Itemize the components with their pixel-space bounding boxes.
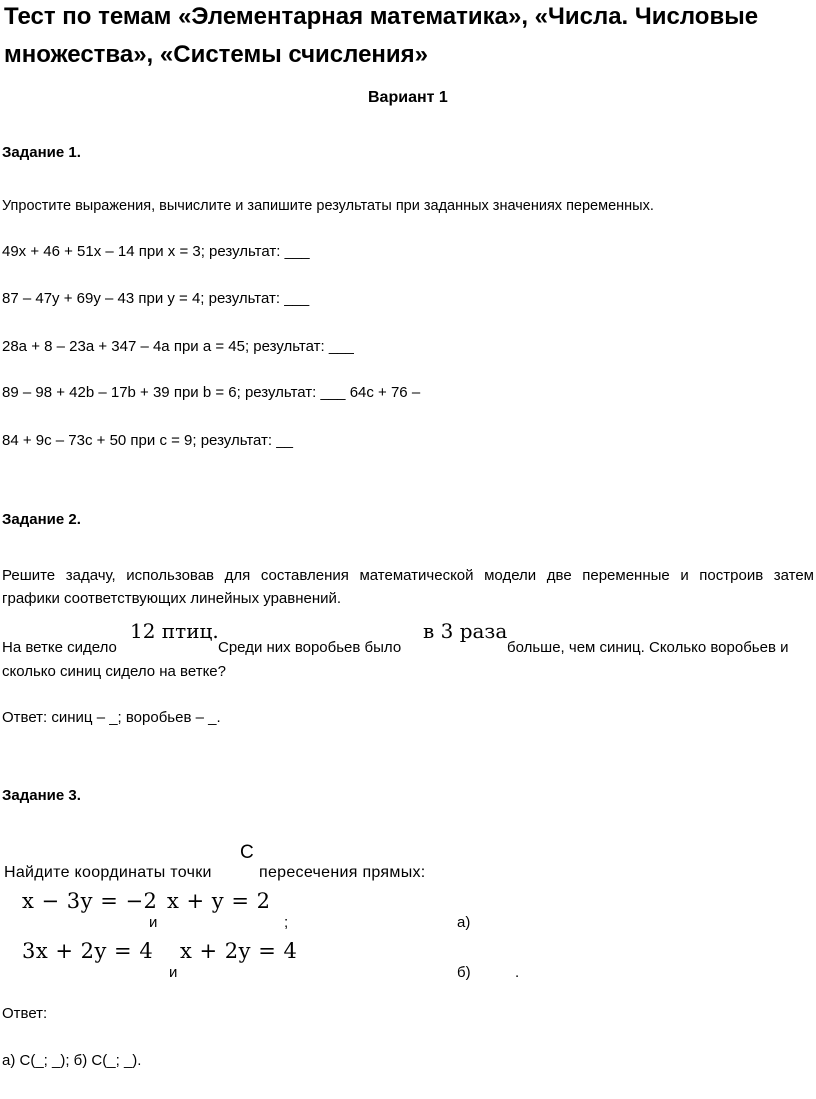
period: .	[515, 964, 520, 981]
conjunction-a: и	[149, 914, 158, 931]
task3-answer-label: Ответ:	[2, 1005, 48, 1022]
equation-a1: x − 3y = −2	[22, 889, 158, 913]
task1-item-5: 84 + 9c – 73c + 50 при c = 9; результат: __	[2, 432, 293, 449]
task1-item-3: 28a + 8 – 23a + 347 – 4a при a = 45; результат: ___	[2, 338, 354, 355]
task3-instruction-part2: пересечения прямых:	[259, 864, 426, 881]
variant-heading: Вариант 1	[368, 89, 448, 106]
task2-heading: Задание 2.	[2, 511, 81, 528]
task1-item-1: 49x + 46 + 51x – 14 при x = 3; результат: ___	[2, 243, 310, 260]
equation-b1: 3x + 2y = 4	[22, 939, 154, 963]
equation-b2: x + 2y = 4	[180, 939, 298, 963]
label-b: б)	[457, 964, 471, 981]
task2-answer: Ответ: синиц – _; воробьев – _.	[2, 709, 221, 726]
task2-instruction-line2: графики соответствующих линейных уравнений.	[2, 590, 342, 607]
task2-problem-line2: сколько синиц сидело на ветке?	[2, 663, 226, 680]
task3-instruction-part1: Найдите координаты точки	[4, 864, 212, 881]
semicolon: ;	[284, 914, 289, 931]
task1-item-2: 87 – 47y + 69y – 43 при y = 4; результат: ___	[2, 290, 310, 307]
page-title-line2: множества», «Системы счисления»	[4, 41, 429, 68]
birds-count-image: 12 птиц.	[130, 619, 219, 643]
task1-item-4: 89 – 98 + 42b – 17b + 39 при b = 6; результат: ___ 64c + 76 –	[2, 384, 421, 401]
task2-problem-part2: Среди них воробьев было	[218, 639, 402, 656]
conjunction-b: и	[169, 964, 178, 981]
task1-heading: Задание 1.	[2, 144, 81, 161]
task2-instruction-line1: Решите задачу, использовав для составления математической модели две переменные и построив затем	[2, 567, 814, 584]
task2-problem-part3: больше, чем синиц. Сколько воробьев и	[507, 639, 789, 656]
task2-problem-part1: На ветке сидело	[2, 639, 117, 656]
equation-a2: x + y = 2	[167, 889, 271, 913]
task3-answer-line: а) С(_; _); б) С(_; _).	[2, 1052, 142, 1069]
task1-instruction: Упростите выражения, вычислите и запишите результаты при заданных значениях переменных.	[2, 198, 654, 214]
label-a: а)	[457, 914, 471, 931]
page-title-line1: Тест по темам «Элементарная математика», «Числа. Числовые	[4, 3, 759, 30]
task3-heading: Задание 3.	[2, 787, 81, 804]
times-count-image: в 3 раза	[423, 619, 508, 643]
point-label-c: C	[240, 842, 254, 863]
